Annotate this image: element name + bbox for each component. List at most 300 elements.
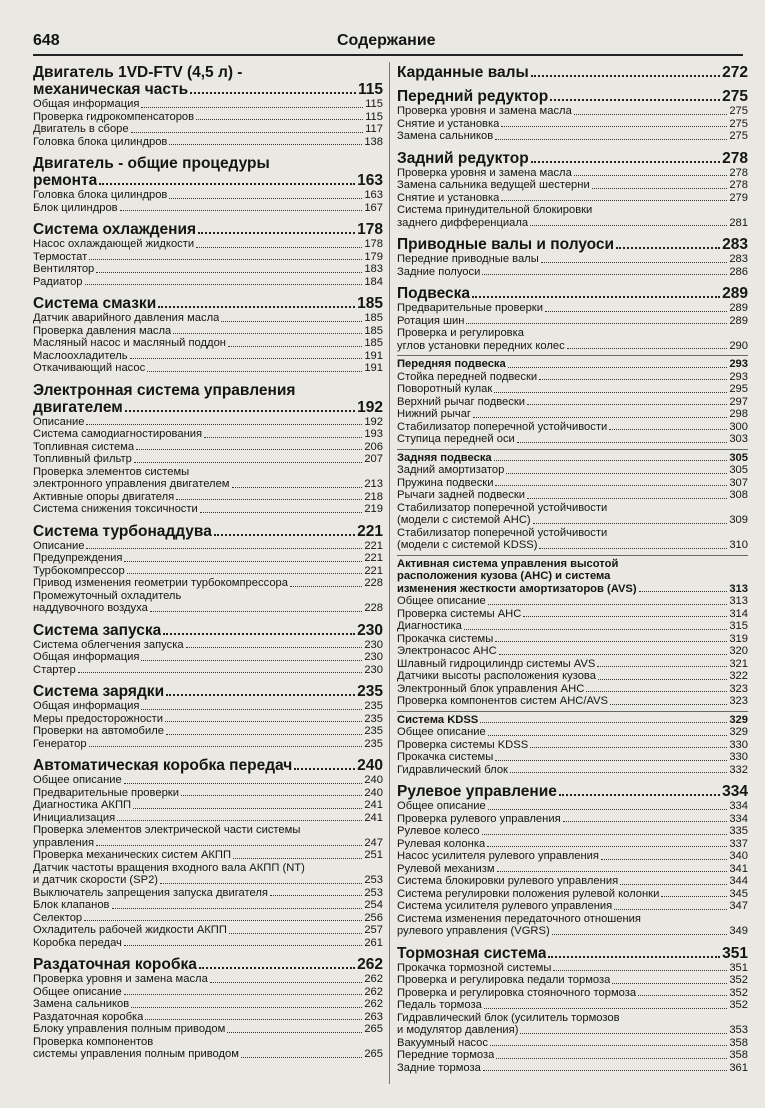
entry-title: Проверка уровня и замена масла — [397, 105, 572, 117]
page-ref: 332 — [729, 763, 748, 776]
toc-entry — [33, 899, 383, 912]
entry-title: Передние тормоза — [397, 1049, 495, 1061]
entry-title: электронного управления двигателем — [33, 478, 230, 490]
page-ref: 275 — [729, 130, 748, 142]
page-ref: 262 — [357, 956, 383, 973]
dot-leader — [609, 429, 727, 430]
entry-title: Стабилизатор поперечной устойчивости — [397, 501, 608, 514]
entry-title: Система изменения передаточного отношения — [397, 912, 641, 925]
entry-title: Проверка и регулировка педали тормоза — [397, 974, 611, 986]
dot-leader — [127, 573, 363, 574]
toc-entry — [397, 433, 748, 446]
toc-entry — [397, 1012, 748, 1037]
entry-row — [397, 987, 748, 1000]
section-heading — [33, 956, 383, 973]
toc-entry — [397, 396, 748, 409]
entry-title: Проверки на автомобиле — [33, 725, 164, 737]
dot-leader — [196, 119, 363, 120]
entry-title: Стабилизатор поперечной устойчивости — [397, 420, 608, 433]
entry-title: и датчик скорости (SP2) — [33, 874, 159, 886]
column-divider — [389, 62, 390, 1084]
entry-title: Предупреждения — [33, 552, 123, 564]
toc-entry — [33, 700, 383, 713]
entry-title: Подвеска — [397, 285, 470, 302]
toc-section — [33, 683, 383, 750]
page-ref: 257 — [364, 924, 383, 936]
entry-title: механическая часть — [33, 81, 189, 98]
entry-title: Селектор — [33, 911, 83, 924]
page-ref: 230 — [357, 621, 383, 639]
page-ref: 185 — [364, 324, 383, 337]
entry-title: Рулевое управление — [397, 783, 557, 800]
entry-row — [397, 838, 748, 851]
entry-title: Стартер — [33, 663, 76, 676]
page-ref: 300 — [729, 420, 748, 433]
dot-leader — [661, 896, 727, 897]
entry-title: Привод изменения геометрии турбокомпрессора — [33, 577, 288, 589]
entry-title: системы управления полным приводом — [33, 1048, 239, 1060]
entry-title: Проверка и регулировка — [397, 327, 524, 339]
dot-leader — [517, 442, 728, 443]
entry-title: Стойка передней подвески — [397, 370, 538, 383]
page-ref: 163 — [364, 189, 383, 201]
toc-entry — [33, 862, 383, 887]
toc-entry — [397, 838, 748, 851]
entry-row — [397, 608, 748, 621]
toc-entry — [397, 888, 748, 901]
page-ref: 235 — [364, 712, 383, 725]
dot-leader — [200, 512, 363, 513]
entry-title: Система зарядки — [33, 683, 165, 700]
entry-row — [397, 875, 748, 888]
entry-title: Генератор — [33, 737, 87, 750]
entry-row — [33, 725, 383, 738]
subsection-entry — [397, 555, 748, 596]
entry-title: Задняя подвеска — [397, 451, 492, 464]
entry-row — [397, 620, 748, 633]
toc-entry — [397, 962, 748, 975]
entry-title: Передний редуктор — [397, 88, 549, 105]
entry-title: Проверка уровня и замена масла — [397, 166, 572, 179]
dot-leader — [501, 200, 727, 201]
page-ref: 309 — [729, 514, 748, 526]
entry-title: Меры предосторожности — [33, 712, 164, 725]
page-ref: 230 — [364, 638, 383, 651]
entry-row — [33, 491, 383, 504]
toc-entry — [33, 849, 383, 862]
page-ref: 115 — [365, 110, 383, 123]
toc-entry — [397, 751, 748, 764]
dot-leader — [495, 641, 727, 642]
entry-row — [33, 1023, 383, 1036]
entry-row — [397, 595, 748, 608]
entry-title: Проверка и регулировка стояночного тормоза — [397, 986, 637, 999]
dot-leader — [567, 348, 728, 349]
entry-row — [397, 658, 748, 671]
entry-row — [33, 986, 383, 999]
toc-entry — [33, 565, 383, 578]
entry-row — [397, 130, 748, 143]
entry-row — [397, 383, 748, 396]
toc-entry — [33, 713, 383, 726]
dot-leader — [483, 1070, 727, 1071]
entry-title: изменения жесткости амортизаторов (AVS) — [397, 582, 637, 595]
section-heading — [33, 399, 383, 416]
dot-leader — [494, 460, 728, 461]
toc-entry — [397, 739, 748, 752]
dot-leader — [89, 259, 362, 260]
page-ref: 221 — [364, 552, 383, 564]
dot-leader — [210, 982, 363, 983]
toc-entry — [397, 683, 748, 696]
toc-entry — [397, 266, 748, 279]
entry-title: Система смазки — [33, 295, 157, 312]
toc-entry — [397, 1062, 748, 1075]
page-ref: 240 — [364, 774, 383, 786]
entry-row — [33, 973, 383, 986]
dot-leader — [169, 144, 362, 145]
entry-title: и модулятор давления) — [397, 1024, 519, 1036]
entry-title: управления — [33, 836, 95, 849]
entry-row — [397, 726, 748, 739]
entry-row — [397, 408, 748, 421]
entry-row — [33, 416, 383, 429]
page-ref: 191 — [364, 349, 383, 362]
page-ref: 358 — [729, 1049, 748, 1061]
entry-row — [33, 700, 383, 713]
page-ref: 286 — [729, 265, 748, 278]
entry-title: Система снижения токсичности — [33, 503, 198, 515]
entry-row — [33, 849, 383, 862]
entry-title: Система усилителя рулевого управления — [397, 900, 613, 912]
entry-title: Педаль тормоза — [397, 999, 482, 1011]
toc-entry — [33, 998, 383, 1011]
dot-leader — [131, 132, 364, 133]
dot-leader — [530, 225, 727, 226]
entry-row — [33, 799, 383, 812]
toc-entry — [397, 118, 748, 131]
page-ref: 293 — [729, 370, 748, 383]
entry-row — [33, 263, 383, 276]
toc-section — [397, 783, 748, 938]
dot-leader — [472, 296, 720, 298]
dot-leader — [508, 367, 728, 368]
entry-title: Система блокировки рулевого управления — [397, 875, 619, 887]
dot-leader — [530, 747, 727, 748]
page-ref: 310 — [729, 539, 748, 551]
toc-entry — [397, 192, 748, 205]
entry-title: наддувочного воздуха — [33, 602, 148, 614]
dot-leader — [227, 1032, 362, 1033]
toc-entry — [33, 738, 383, 751]
page-number: 648 — [33, 32, 60, 49]
page-ref: 358 — [729, 1036, 748, 1049]
entry-row — [397, 683, 748, 696]
dot-leader — [196, 247, 362, 248]
entry-title: Блок цилиндров — [33, 201, 118, 214]
toc-entry — [33, 416, 383, 429]
page-ref: 334 — [722, 783, 748, 800]
section-heading: Электронная система управления — [33, 381, 296, 399]
page-ref: 272 — [722, 64, 748, 81]
dot-leader — [548, 956, 720, 958]
dot-leader — [96, 845, 362, 846]
page-ref: 185 — [357, 295, 383, 312]
entry-row — [397, 962, 748, 975]
entry-row — [33, 565, 383, 578]
dot-leader — [124, 783, 363, 784]
entry-row — [33, 738, 383, 751]
entry-title: Откачивающий насос — [33, 362, 146, 374]
entry-row — [33, 912, 383, 925]
toc-entry — [397, 800, 748, 813]
dot-leader — [473, 417, 727, 418]
entry-row — [33, 251, 383, 264]
entry-title: Карданные валы — [397, 64, 529, 81]
dot-leader — [488, 809, 728, 810]
entry-row — [397, 1062, 748, 1075]
entry-row — [397, 179, 748, 192]
page-ref: 352 — [729, 986, 748, 999]
dot-leader — [601, 859, 727, 860]
entry-title: Замена сальников — [397, 130, 494, 142]
dot-leader — [559, 794, 720, 796]
entry-title: Общее описание — [397, 800, 486, 812]
entry-row — [397, 751, 748, 764]
section-heading — [397, 64, 748, 81]
dot-leader — [531, 161, 720, 163]
page-ref: 278 — [722, 149, 748, 167]
page-ref: 349 — [729, 925, 748, 937]
toc-entry — [397, 253, 748, 266]
entry-title: Общая информация — [33, 651, 140, 663]
toc-left-column — [33, 64, 383, 1061]
dot-leader — [610, 704, 727, 705]
entry-title: Задний редуктор — [397, 149, 529, 167]
toc-entry — [397, 620, 748, 633]
entry-title: Насос усилителя рулевого управления — [397, 850, 599, 862]
page-ref: 221 — [364, 539, 383, 552]
dot-leader — [241, 1057, 362, 1058]
page-ref: 321 — [729, 657, 748, 670]
entry-title: Передние приводные валы — [397, 253, 539, 265]
entry-row — [33, 478, 383, 491]
dot-leader — [482, 834, 728, 835]
entry-row — [33, 924, 383, 937]
entry-row — [397, 695, 748, 708]
entry-title: Передняя подвеска — [397, 358, 506, 370]
toc-entry — [33, 453, 383, 466]
toc-entry — [397, 658, 748, 671]
dot-leader — [523, 616, 727, 617]
dot-leader — [495, 485, 727, 486]
toc-entry — [397, 130, 748, 143]
entry-title: Топливная система — [33, 440, 135, 453]
page-ref: 235 — [364, 725, 383, 737]
dot-leader — [539, 548, 727, 549]
entry-title: расположения кузова (AHC) и система — [397, 570, 611, 582]
dot-leader — [136, 449, 362, 450]
page-ref: 351 — [729, 961, 748, 974]
toc-section — [397, 236, 748, 278]
entry-row — [397, 217, 748, 230]
dot-leader — [169, 198, 362, 199]
page-ref: 263 — [364, 1010, 383, 1023]
toc-entry — [33, 590, 383, 615]
dot-leader — [145, 1019, 362, 1020]
page-ref: 305 — [729, 464, 748, 476]
dot-leader — [484, 1008, 728, 1009]
page-ref: 295 — [729, 383, 748, 395]
entry-title: Головка блока цилиндров — [33, 135, 168, 148]
entry-title: Проверка уровня и замена масла — [33, 973, 208, 985]
entry-row — [397, 825, 748, 838]
dot-leader — [482, 274, 727, 275]
section-heading — [33, 683, 383, 700]
entry-row — [33, 937, 383, 950]
page-ref: 335 — [729, 825, 748, 837]
entry-row — [397, 888, 748, 901]
entry-title: Нижний рычаг — [397, 408, 471, 420]
page-ref: 191 — [364, 362, 383, 374]
page-ref: 262 — [364, 998, 383, 1010]
page-ref: 290 — [729, 339, 748, 352]
entry-title: Проверка компонентов систем AHC/AVS — [397, 695, 609, 707]
toc-entry — [33, 428, 383, 441]
dot-leader — [134, 462, 363, 463]
dot-leader — [563, 821, 728, 822]
entry-title: Шлавный гидроцилиндр системы AVS — [397, 657, 596, 670]
entry-row — [33, 540, 383, 553]
page-ref: 313 — [729, 595, 748, 607]
page-ref: 247 — [364, 836, 383, 849]
entry-title: Проверка элементов системы — [33, 465, 190, 478]
page-ref: 283 — [729, 253, 748, 265]
dot-leader — [199, 967, 355, 969]
toc-entry — [33, 725, 383, 738]
entry-title: Гидравлический блок — [397, 763, 508, 776]
entry-row — [397, 974, 748, 987]
toc-entry — [397, 900, 748, 913]
toc-entry — [397, 695, 748, 708]
entry-row — [397, 999, 748, 1012]
entry-row — [397, 433, 748, 446]
toc-section — [33, 956, 383, 1061]
toc-entry — [33, 491, 383, 504]
page-ref: 138 — [364, 135, 383, 148]
page-ref: 353 — [729, 1024, 748, 1036]
section-heading — [397, 945, 748, 962]
page-ref: 289 — [729, 314, 748, 327]
toc-entry — [397, 913, 748, 938]
entry-row — [33, 787, 383, 800]
toc-entry — [397, 421, 748, 434]
entry-row — [397, 396, 748, 409]
toc-entry — [397, 850, 748, 863]
dot-leader — [496, 1058, 727, 1059]
page-ref: 213 — [364, 478, 383, 490]
entry-row — [33, 639, 383, 652]
entry-title: Замена сальника ведущей шестерни — [397, 179, 590, 191]
entry-row — [33, 325, 383, 338]
page-ref: 313 — [729, 582, 748, 595]
dot-leader — [501, 126, 727, 127]
entry-row — [33, 1048, 383, 1061]
entry-title: Замена сальников — [33, 998, 130, 1010]
page-ref: 314 — [729, 607, 748, 620]
entry-title: Выключатель запрещения запуска двигателя — [33, 886, 268, 899]
entry-title: Проверка гидрокомпенсаторов — [33, 110, 195, 123]
entry-row — [33, 503, 383, 516]
dot-leader — [488, 604, 728, 605]
dot-leader — [620, 884, 727, 885]
entry-row — [33, 98, 383, 111]
entry-title: Пружина подвески — [397, 476, 494, 489]
dot-leader — [510, 772, 727, 773]
entry-title: Насос охлаждающей жидкости — [33, 238, 195, 250]
entry-row — [397, 464, 748, 477]
page-ref: 278 — [729, 179, 748, 191]
entry-title: Диагностика АКПП — [33, 799, 132, 811]
dot-leader — [294, 768, 355, 770]
dot-leader — [574, 175, 728, 176]
dot-leader — [147, 371, 362, 372]
entry-row — [397, 1037, 748, 1050]
dot-leader — [506, 473, 727, 474]
entry-row — [33, 713, 383, 726]
dot-leader — [86, 548, 362, 549]
entry-row — [33, 337, 383, 350]
toc-entry — [397, 645, 748, 658]
entry-row — [397, 105, 748, 118]
entry-title: Головка блока цилиндров — [33, 189, 168, 201]
page-ref: 275 — [722, 88, 748, 105]
toc-section — [397, 285, 748, 776]
entry-title: Блок клапанов — [33, 899, 110, 911]
entry-row — [33, 238, 383, 251]
entry-row — [33, 998, 383, 1011]
toc-entry — [33, 664, 383, 677]
dot-leader — [494, 392, 727, 393]
toc-entry — [397, 383, 748, 396]
entry-row — [33, 202, 383, 215]
section-heading: Двигатель 1VD-FTV (4,5 л) - — [33, 64, 243, 81]
page-ref: 330 — [729, 751, 748, 763]
entry-title: Общая информация — [33, 98, 140, 110]
toc-entry — [397, 527, 748, 552]
dot-leader — [163, 633, 355, 635]
page-ref: 254 — [364, 899, 383, 911]
section-heading — [33, 172, 383, 189]
entry-title: Стабилизатор поперечной устойчивости — [397, 526, 608, 539]
page-ref: 281 — [729, 216, 748, 229]
page-ref: 221 — [357, 522, 383, 540]
entry-title: Инициализация — [33, 811, 116, 824]
entry-row — [397, 167, 748, 180]
dot-leader — [160, 883, 362, 884]
page-ref: 275 — [729, 117, 748, 130]
entry-title: Активная система управления высотой — [397, 557, 619, 570]
entry-row — [397, 302, 748, 315]
dot-leader — [166, 734, 362, 735]
page-ref: 241 — [364, 811, 383, 824]
page-ref: 341 — [729, 862, 748, 875]
dot-leader — [125, 410, 355, 412]
toc-entry — [397, 204, 748, 229]
dot-leader — [574, 114, 728, 115]
dot-leader — [290, 586, 362, 587]
page-ref: 351 — [722, 944, 748, 962]
